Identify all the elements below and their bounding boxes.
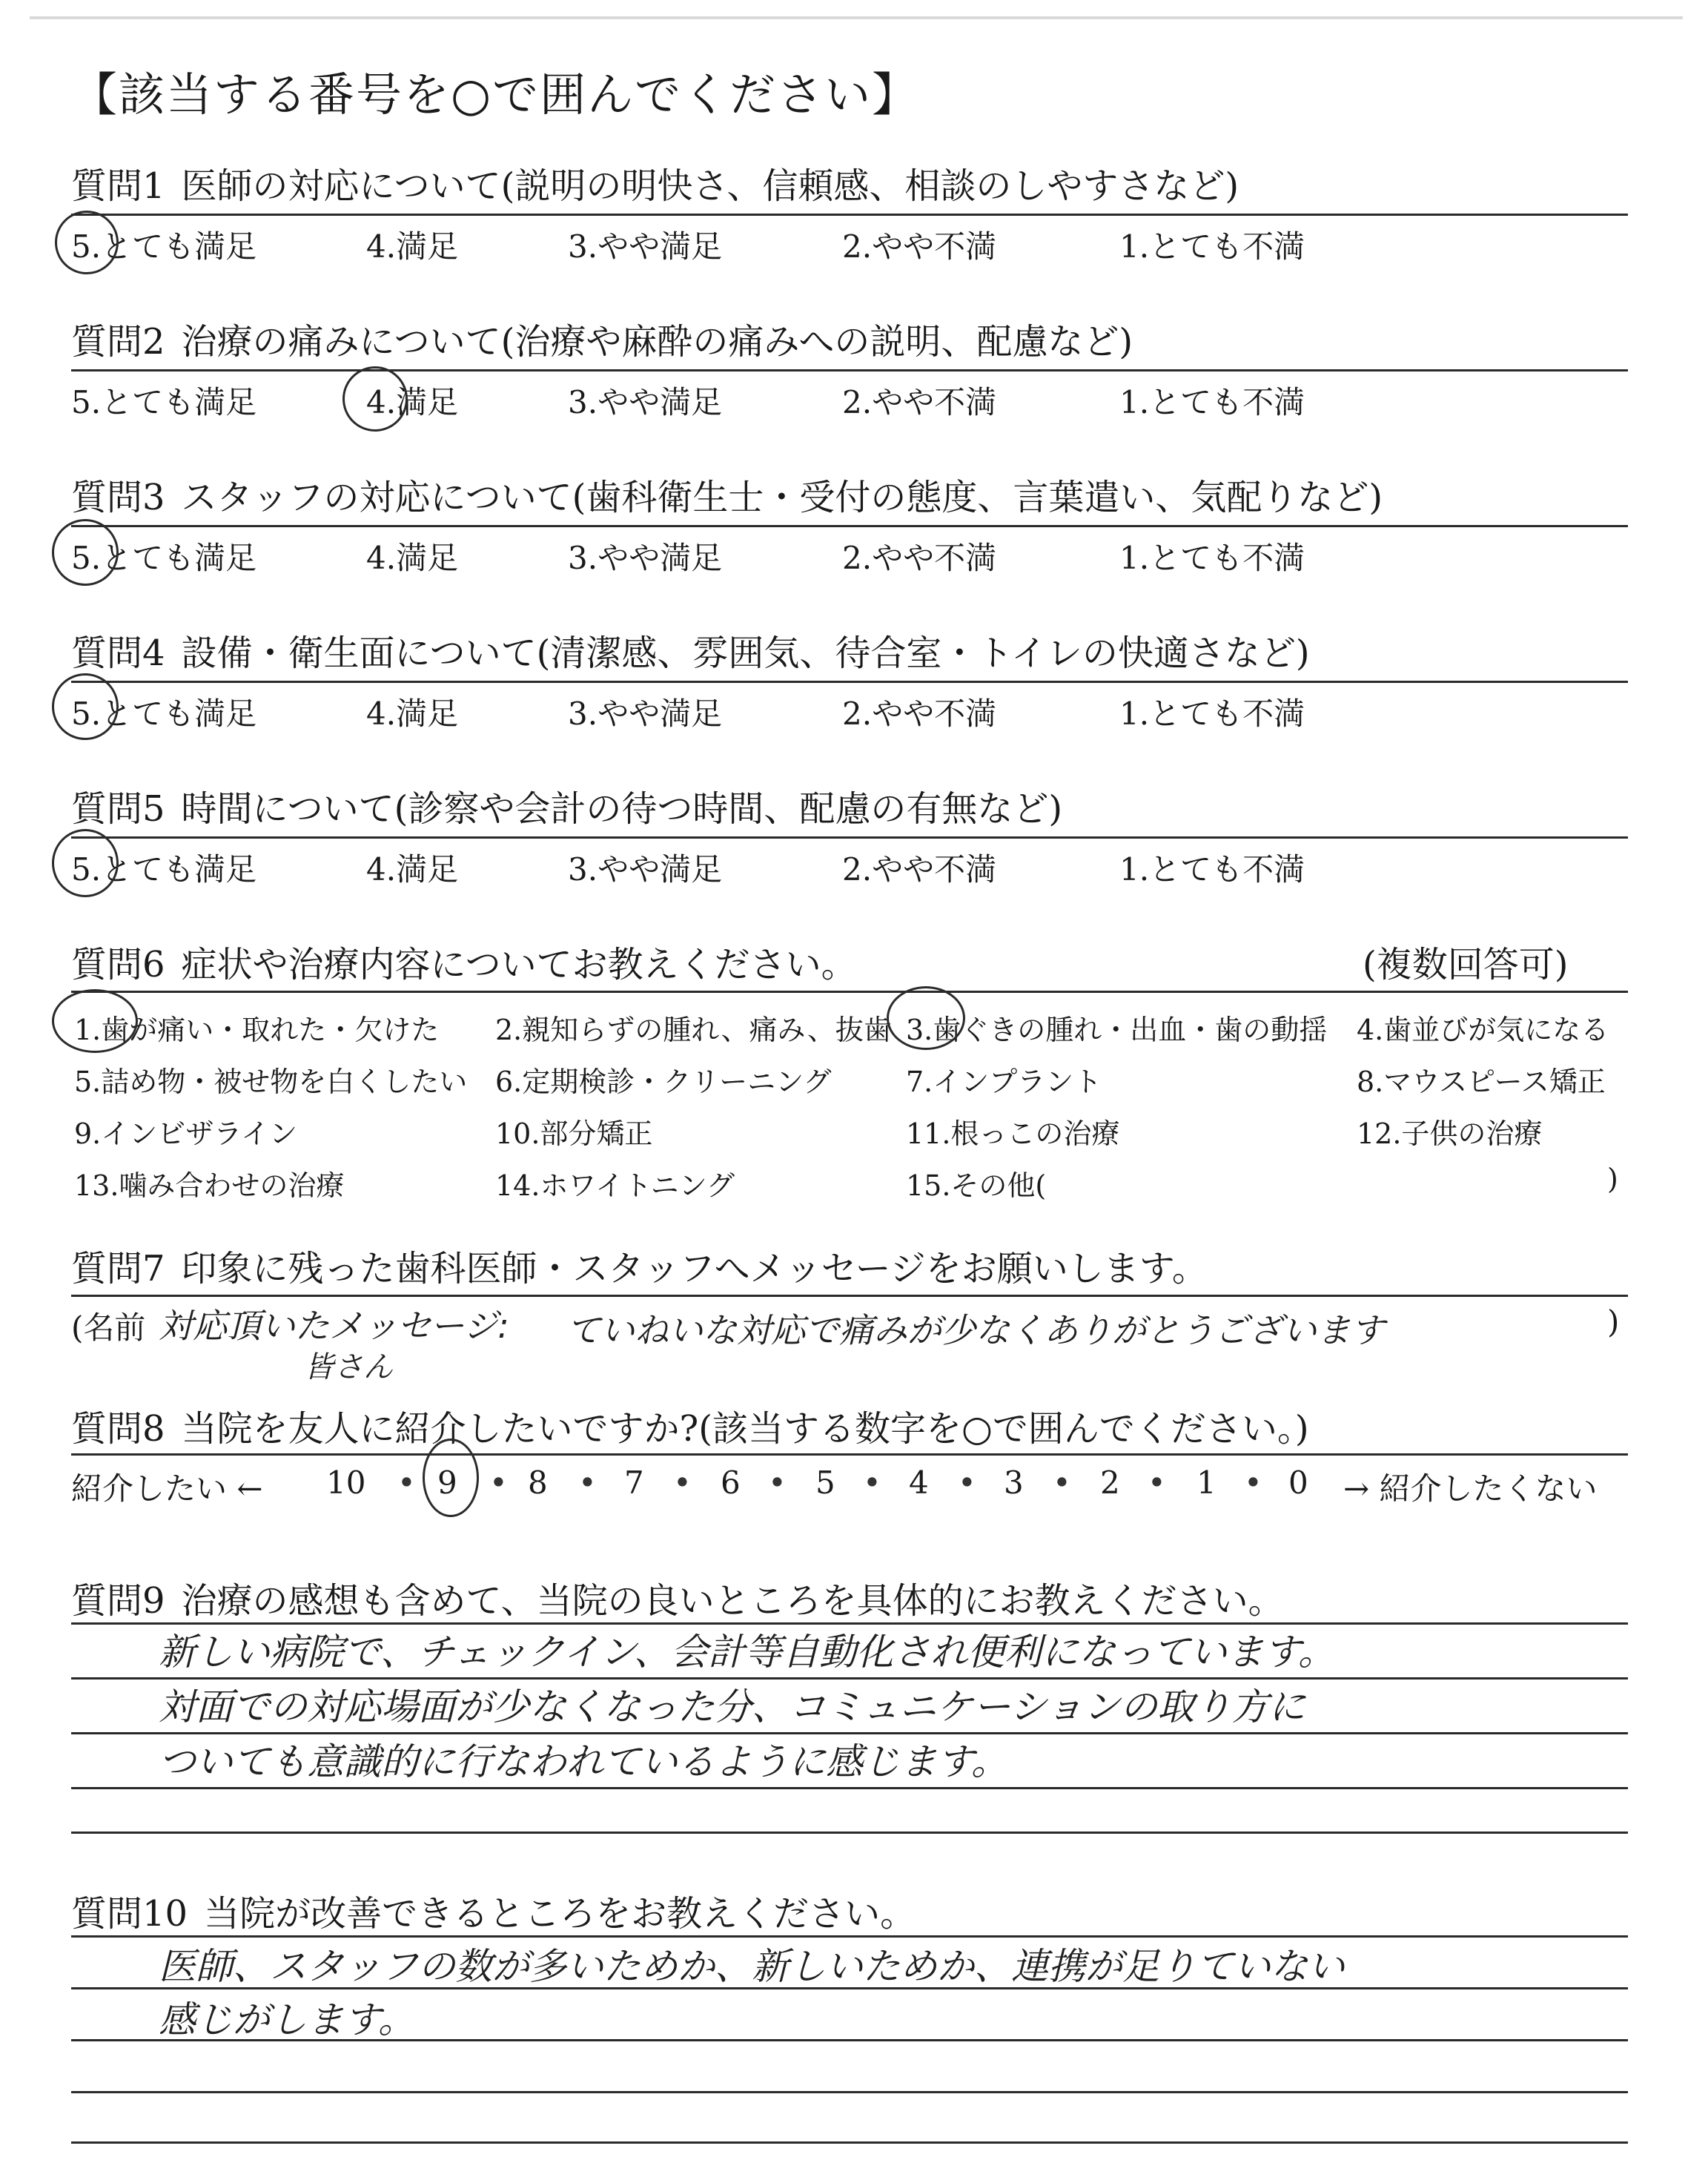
scale-dot: • bbox=[1148, 1464, 1166, 1501]
q6-option-11[interactable]: 11.根っこの治療 bbox=[906, 1117, 1120, 1150]
q5-option-4[interactable]: 4.満足 bbox=[366, 851, 459, 888]
selection-circle bbox=[887, 986, 965, 1050]
question-10-title bbox=[71, 1885, 916, 1936]
q3-option-1[interactable]: 1.とても不満 bbox=[1119, 540, 1305, 576]
question-number: 質問2 bbox=[71, 321, 165, 363]
q1-option-5[interactable]: 5.とても満足 bbox=[71, 228, 257, 265]
answer-line bbox=[71, 2141, 1628, 2144]
q6-option-7[interactable]: 7.インプラント bbox=[906, 1066, 1102, 1098]
selection-circle bbox=[423, 1439, 479, 1517]
scale-value-2[interactable]: 2 bbox=[1100, 1464, 1120, 1501]
answer-line bbox=[71, 2091, 1628, 2093]
scale-dot: • bbox=[489, 1464, 508, 1501]
question-6-title bbox=[71, 936, 857, 987]
q2-option-5[interactable]: 5.とても満足 bbox=[71, 384, 257, 420]
q4-option-5[interactable]: 5.とても満足 bbox=[71, 696, 257, 732]
question-5-title bbox=[71, 780, 1062, 831]
selection-circle bbox=[342, 366, 408, 432]
question-number: 質問10 bbox=[71, 1893, 188, 1935]
q5-option-2[interactable]: 2.やや不満 bbox=[842, 851, 997, 888]
scale-left-label: 紹介したい ← bbox=[71, 1470, 263, 1507]
handwritten-name-sub: 皆さん bbox=[304, 1350, 393, 1384]
divider bbox=[71, 681, 1628, 683]
question-text: 当院が改善できるところをお教えください。 bbox=[204, 1893, 916, 1935]
q5-option-3[interactable]: 3.やや満足 bbox=[568, 851, 723, 888]
divider bbox=[71, 525, 1628, 527]
q3-option-4[interactable]: 4.満足 bbox=[366, 540, 459, 576]
scale-dot: • bbox=[578, 1464, 597, 1501]
q9-answer-line-1: 新しい病院で、チェックイン、会計等自動化され便利になっています。 bbox=[159, 1631, 1335, 1674]
name-label: (名前 bbox=[71, 1309, 146, 1346]
scale-value-5[interactable]: 5 bbox=[815, 1464, 835, 1501]
scale-value-3[interactable]: 3 bbox=[1004, 1464, 1024, 1501]
q4-option-2[interactable]: 2.やや不満 bbox=[842, 696, 997, 732]
question-number: 質問5 bbox=[71, 788, 165, 830]
divider bbox=[71, 214, 1628, 216]
q9-answer-line-3: ついても意識的に行なわれているように感じます。 bbox=[159, 1740, 1008, 1783]
selection-circle bbox=[52, 519, 119, 586]
instruction-heading: 【該当する番号を○で囲んでください】 bbox=[71, 67, 920, 122]
selection-circle bbox=[52, 989, 138, 1053]
question-text: 設備・衛生面について(清潔感、雰囲気、待合室・トイレの快適さなど) bbox=[181, 633, 1310, 674]
scale-value-0[interactable]: 0 bbox=[1288, 1464, 1308, 1501]
divider bbox=[71, 1453, 1628, 1456]
q4-option-3[interactable]: 3.やや満足 bbox=[568, 696, 723, 732]
scale-dot: • bbox=[1053, 1464, 1071, 1501]
q1-option-3[interactable]: 3.やや満足 bbox=[568, 228, 723, 265]
q3-option-5[interactable]: 5.とても満足 bbox=[71, 540, 257, 576]
q6-option-2[interactable]: 2.親知らずの腫れ、痛み、抜歯 bbox=[495, 1014, 892, 1046]
question-1-title bbox=[71, 157, 1239, 208]
q6-option-3[interactable]: 3.歯ぐきの腫れ・出血・歯の動揺 bbox=[906, 1014, 1328, 1046]
question-4-title bbox=[71, 624, 1310, 676]
question-text: 医師の対応について(説明の明快さ、信頼感、相談のしやすさなど) bbox=[181, 165, 1239, 207]
q6-option-12[interactable]: 12.子供の治療 bbox=[1357, 1117, 1543, 1150]
q3-option-3[interactable]: 3.やや満足 bbox=[568, 540, 723, 576]
handwritten-message: ていねいな対応で痛みが少なくありがとうございます bbox=[566, 1310, 1385, 1350]
question-text: 治療の痛みについて(治療や麻酔の痛みへの説明、配慮など) bbox=[181, 321, 1133, 363]
q6-option-14[interactable]: 14.ホワイトニング bbox=[495, 1169, 735, 1202]
scale-value-10[interactable]: 10 bbox=[326, 1464, 366, 1501]
multiple-answers-note: (複数回答可) bbox=[1363, 944, 1569, 985]
question-9-title bbox=[71, 1572, 1284, 1623]
scale-value-1[interactable]: 1 bbox=[1196, 1464, 1217, 1501]
q10-answer-line-2: 感じがします。 bbox=[159, 1998, 415, 2041]
scale-dot: • bbox=[768, 1464, 787, 1501]
scale-dot: • bbox=[397, 1464, 416, 1501]
question-text: スタッフの対応について(歯科衛生士・受付の態度、言葉遣い、気配りなど) bbox=[181, 477, 1383, 518]
q1-option-1[interactable]: 1.とても不満 bbox=[1119, 228, 1305, 265]
question-8-title bbox=[71, 1400, 1309, 1451]
close-paren: ) bbox=[1607, 1304, 1620, 1340]
q9-answer-line-2: 対面での対応場面が少なくなった分、コミュニケーションの取り方に bbox=[159, 1685, 1305, 1728]
question-number: 質問7 bbox=[71, 1248, 165, 1289]
q3-option-2[interactable]: 2.やや不満 bbox=[842, 540, 997, 576]
scale-dot: • bbox=[673, 1464, 692, 1501]
question-2-title bbox=[71, 313, 1133, 364]
question-number: 質問1 bbox=[71, 165, 165, 207]
q2-option-3[interactable]: 3.やや満足 bbox=[568, 384, 723, 420]
selection-circle bbox=[52, 829, 119, 897]
question-text: 治療の感想も含めて、当院の良いところを具体的にお教えください。 bbox=[181, 1580, 1284, 1622]
q6-option-4[interactable]: 4.歯並びが気になる bbox=[1357, 1014, 1609, 1046]
q5-option-1[interactable]: 1.とても不満 bbox=[1119, 851, 1305, 888]
q6-other-close-paren: ) bbox=[1607, 1163, 1618, 1195]
q6-option-6[interactable]: 6.定期検診・クリーニング bbox=[495, 1066, 832, 1098]
q5-option-5[interactable]: 5.とても満足 bbox=[71, 851, 257, 888]
divider bbox=[71, 991, 1628, 993]
question-text: 症状や治療内容についてお教えください。 bbox=[181, 944, 857, 985]
q4-option-1[interactable]: 1.とても不満 bbox=[1119, 696, 1305, 732]
question-number: 質問3 bbox=[71, 477, 165, 518]
answer-line bbox=[71, 1787, 1628, 1789]
question-number: 質問4 bbox=[71, 633, 165, 674]
scale-value-6[interactable]: 6 bbox=[721, 1464, 741, 1501]
q6-option-13[interactable]: 13.噛み合わせの治療 bbox=[74, 1169, 345, 1202]
question-3-title bbox=[71, 469, 1383, 520]
scale-dot: • bbox=[958, 1464, 976, 1501]
question-text: 印象に残った歯科医師・スタッフへメッセージをお願いします。 bbox=[181, 1248, 1208, 1289]
q6-option-8[interactable]: 8.マウスピース矯正 bbox=[1357, 1066, 1606, 1098]
handwritten-name: 対応頂いたメッセージ: bbox=[159, 1306, 509, 1346]
question-number: 質問9 bbox=[71, 1580, 165, 1622]
q6-option-10[interactable]: 10.部分矯正 bbox=[495, 1117, 653, 1150]
question-number: 質問8 bbox=[71, 1408, 165, 1450]
q6-option-1[interactable]: 1.歯が痛い・取れた・欠けた bbox=[74, 1014, 440, 1046]
selection-circle bbox=[52, 673, 119, 740]
divider bbox=[71, 369, 1628, 371]
selection-circle bbox=[55, 211, 119, 274]
q6-option-9[interactable]: 9.インビザライン bbox=[74, 1117, 298, 1150]
q4-option-4[interactable]: 4.満足 bbox=[366, 696, 459, 732]
divider bbox=[71, 1295, 1628, 1297]
q10-answer-line-1: 医師、スタッフの数が多いためか、新しいためか、連携が足りていない bbox=[159, 1945, 1345, 1988]
answer-line bbox=[71, 1832, 1628, 1834]
q1-option-4[interactable]: 4.満足 bbox=[366, 228, 459, 265]
divider bbox=[71, 836, 1628, 839]
q6-option-5[interactable]: 5.詰め物・被せ物を白くしたい bbox=[74, 1066, 468, 1098]
q1-option-2[interactable]: 2.やや不満 bbox=[842, 228, 997, 265]
scale-value-7[interactable]: 7 bbox=[624, 1464, 644, 1501]
question-number: 質問6 bbox=[71, 944, 165, 985]
scale-dot: • bbox=[863, 1464, 881, 1501]
q2-option-1[interactable]: 1.とても不満 bbox=[1119, 384, 1305, 420]
scale-value-9[interactable]: 9 bbox=[437, 1464, 457, 1501]
q2-option-4[interactable]: 4.満足 bbox=[366, 384, 459, 420]
q6-option-15[interactable]: 15.その他( bbox=[906, 1169, 1047, 1202]
q2-option-2[interactable]: 2.やや不満 bbox=[842, 384, 997, 420]
scale-dot: • bbox=[1244, 1464, 1262, 1501]
question-text: 当院を友人に紹介したいですか?(該当する数字を○で囲んでください。) bbox=[181, 1408, 1309, 1450]
scale-right-label: → 紹介したくない bbox=[1343, 1470, 1598, 1507]
top-border bbox=[30, 16, 1683, 19]
scale-value-8[interactable]: 8 bbox=[528, 1464, 548, 1501]
question-7-title bbox=[71, 1240, 1208, 1291]
question-text: 時間について(診察や会計の待つ時間、配慮の有無など) bbox=[181, 788, 1063, 830]
scale-value-4[interactable]: 4 bbox=[909, 1464, 929, 1501]
